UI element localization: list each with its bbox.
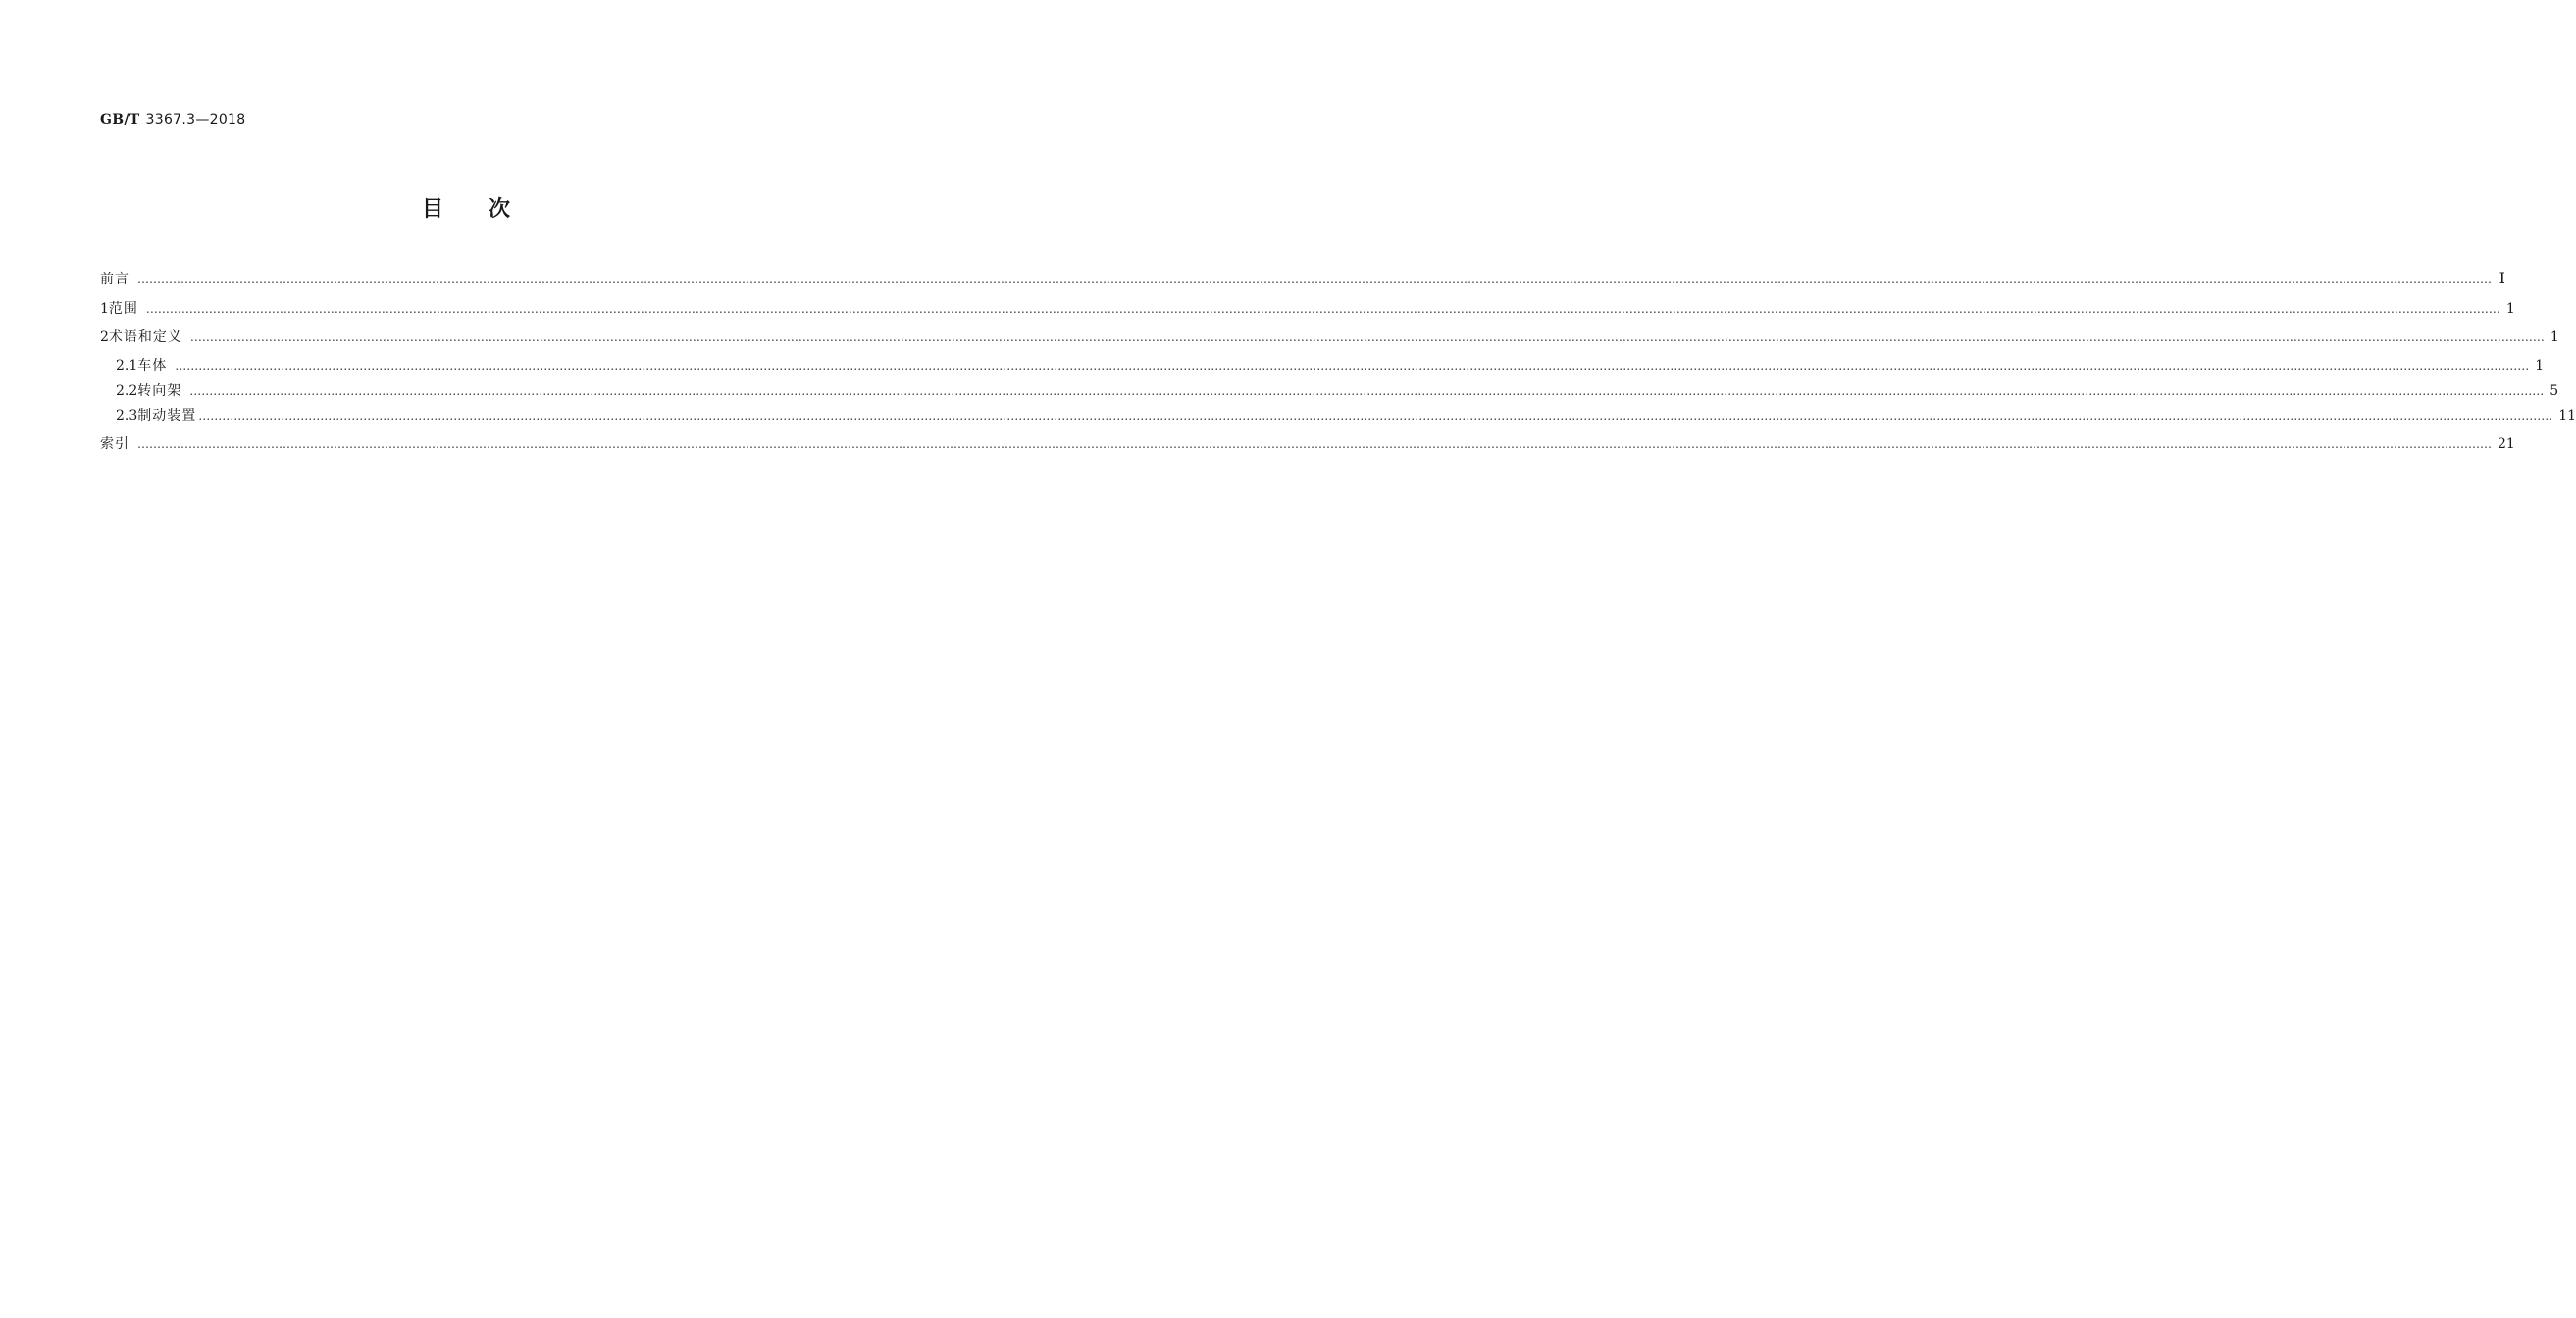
toc-entry-foreword[interactable] (100, 269, 2505, 288)
toc-entry-page: 1 (2550, 330, 2559, 345)
toc-entry-number: 2.3 (116, 408, 138, 424)
toc-leader-dots: …………………………………………………………………………………………………………………………………………………………………………………………………………………………………………………………………………………………………………………………………………………………………………………………………………………………………………………………………………………………………………………………………………………… (175, 359, 2530, 373)
standard-prefix: GB/T (100, 112, 140, 127)
toc-entry-page: 1 (2505, 301, 2515, 317)
toc-leader-dots: …………………………………………………………………………………………………………………………………………………………………………………………………………………………………………………………………………………………………………………………………………………………………………………………………………………………………………………………………………………………………………………………………………………… (145, 302, 2500, 316)
toc-entry-brake-equipment[interactable] (116, 405, 2576, 425)
toc-entry-number: 2.2 (116, 383, 138, 399)
page-title (0, 192, 932, 223)
toc-entry-number: 2.1 (116, 358, 138, 374)
toc-entry-bogie[interactable] (116, 380, 2559, 400)
standard-number: 3367.3—2018 (145, 112, 246, 127)
standard-header (100, 112, 245, 127)
toc-entry-page: 1 (2535, 358, 2545, 374)
toc-entry-page: 11 (2558, 408, 2576, 424)
toc-leader-dots: …………………………………………………………………………………………………………………………………………………………………………………………………………………………………………………………………………………………………………………………………………………………………………………………………………………………………………………………………………………………………………………………………………………… (189, 330, 2545, 344)
toc-entry-label: 车体 (137, 358, 168, 374)
toc-entry-number: 1 (100, 301, 109, 317)
toc-leader-dots: …………………………………………………………………………………………………………………………………………………………………………………………………………………………………………………………………………………………………………………………………………………………………………………………………………………………………………………………………………………………………………………………………………………… (137, 273, 2492, 286)
toc-entry-label: 转向架 (137, 383, 182, 399)
toc-entry-scope[interactable] (100, 298, 2515, 318)
toc-entry-index[interactable] (100, 433, 2515, 453)
toc-entry-label: 索引 (100, 436, 129, 452)
toc-entry-car-body[interactable] (116, 355, 2545, 375)
toc-entry-terms[interactable] (100, 327, 2559, 346)
toc-leader-dots: …………………………………………………………………………………………………………………………………………………………………………………………………………………………………………………………………………………………………………………………………………………………………………………………………………………………………………………………………………………………………………………………………………………… (198, 409, 2553, 423)
toc-entry-label: 范围 (108, 301, 138, 317)
toc-leader-dots: …………………………………………………………………………………………………………………………………………………………………………………………………………………………………………………………………………………………………………………………………………………………………………………………………………………………………………………………………………………………………………………………………………………… (137, 437, 2492, 451)
toc-entry-label: 前言 (100, 272, 129, 287)
toc-entry-page: 5 (2550, 383, 2559, 399)
toc-leader-dots: …………………………………………………………………………………………………………………………………………………………………………………………………………………………………………………………………………………………………………………………………………………………………………………………………………………………………………………………………………………………………………………………………………………… (189, 384, 2545, 398)
title-char-1: 目 (421, 197, 443, 222)
toc-entry-label: 制动装置 (137, 408, 197, 424)
toc-entry-page: Ⅰ (2499, 269, 2505, 287)
title-char-2: 次 (489, 197, 511, 222)
toc-entry-label: 术语和定义 (108, 330, 182, 345)
toc-entry-page: 21 (2498, 436, 2515, 452)
toc-entry-number: 2 (100, 330, 109, 345)
